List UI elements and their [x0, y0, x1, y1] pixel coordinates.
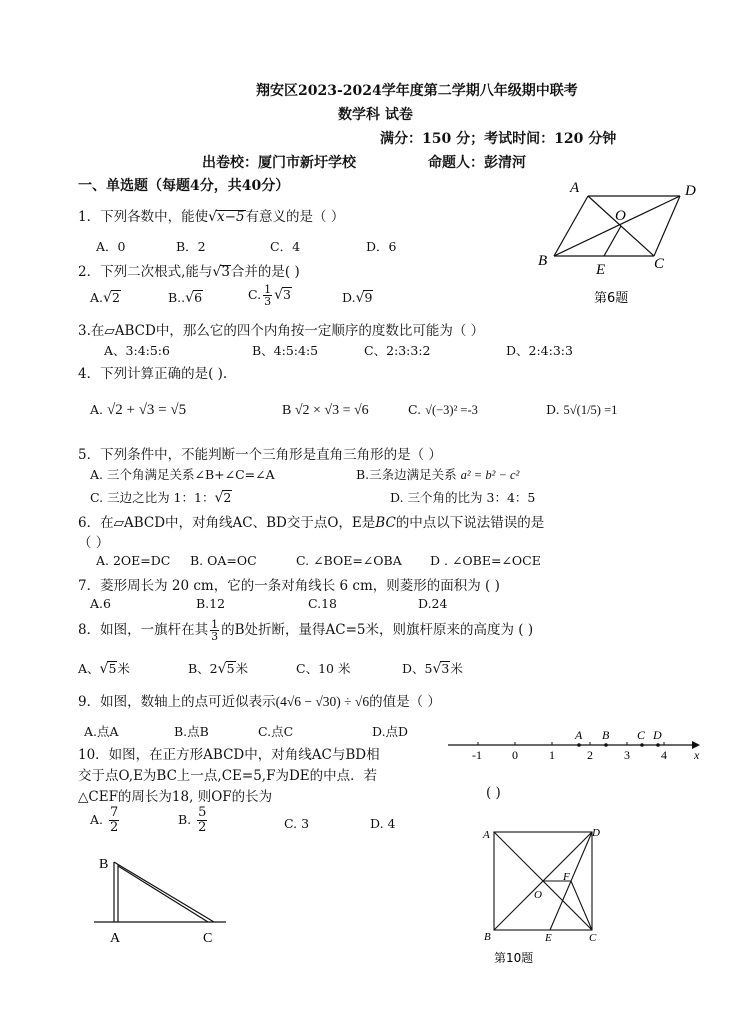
- fig6-label-a: A: [570, 180, 580, 196]
- q2-post: 合并的是( ): [230, 264, 300, 280]
- q9-option-c: C.点C: [258, 724, 294, 739]
- question-10-line-1: 10．如图，在正方形ABCD中，对角线AC与BD相: [78, 747, 380, 763]
- q4-d-label: D.: [546, 402, 560, 417]
- q5-option-b: [356, 465, 519, 483]
- q2-radicand: 3: [221, 264, 230, 280]
- question-1: 1．下列各数中，能使√x−5有意义的是（ ）: [78, 209, 345, 225]
- q8-den: 3: [211, 630, 219, 643]
- point-label-d: D: [653, 728, 662, 742]
- flagpole-label-a: A: [110, 931, 121, 946]
- fig10-segment-fc: [571, 881, 592, 930]
- q4-a-label: A.: [90, 402, 104, 417]
- q2-c-label: C.: [248, 287, 262, 302]
- q5-c-label: C. 三边之比为 1：1：: [90, 490, 215, 505]
- q8-b-label: B、2: [188, 661, 218, 676]
- q2-c-num: 1: [264, 283, 272, 296]
- point-d: [656, 743, 660, 747]
- q6-option-a: A. 2OE=DC: [96, 553, 171, 568]
- tick-label-2: 2: [587, 748, 593, 762]
- q8-num: 1: [211, 618, 219, 631]
- point-label-a: A: [575, 728, 583, 742]
- tick-label-1: 1: [549, 748, 555, 762]
- q4-option-a: [90, 402, 186, 419]
- q10-b-label: B.: [178, 812, 192, 827]
- exam-meta: 满分：150 分；考试时间：120 分钟: [380, 131, 617, 147]
- q8-d-label: D、5: [402, 661, 433, 676]
- q9-option-d: D.点D: [372, 724, 409, 739]
- q10-b-frac: [197, 806, 207, 835]
- q3-option-c: C、2:3:3:2: [364, 343, 431, 358]
- section-title: 一、单选题（每题4分，共40分）: [78, 178, 290, 194]
- q6-option-d: D . ∠OBE=∠OCE: [430, 553, 541, 568]
- q10-a-num: 7: [110, 805, 119, 820]
- flagpole-label-b: B: [99, 857, 109, 872]
- q8-a-rad: 5: [108, 661, 117, 676]
- q9-option-a: A.点A: [84, 724, 119, 739]
- q7-option-c: C.18: [308, 596, 337, 611]
- q8-option-b: B、2√5米: [188, 661, 249, 677]
- q8-a-unit: 米: [117, 661, 130, 676]
- q2-a-label: A.: [90, 290, 104, 305]
- q8-b-unit: 米: [235, 661, 249, 676]
- q4-a-expr: √2 + √3 = √5: [107, 402, 187, 418]
- fig6-side-ba: [554, 196, 588, 256]
- q10-b-den: 2: [198, 820, 207, 835]
- q8-d-unit: 米: [450, 661, 463, 676]
- question-8: [78, 618, 533, 642]
- tick-label-neg1: -1: [472, 748, 482, 762]
- fig10-label-o: O: [534, 889, 542, 901]
- fig10-label-b: B: [484, 931, 491, 943]
- q6-text: 6．在▱ABCD中，对角线AC、BD交于点O，E是: [78, 515, 376, 531]
- q6-option-b: B. OA=OC: [190, 553, 257, 568]
- q1-option-a: A．0: [96, 239, 126, 254]
- school-name: 出卷校：厦门市新圩学校: [202, 155, 356, 171]
- q3-option-d: D、2:4:3:3: [506, 343, 573, 358]
- q4-d-expr: 5√(1/5) =1: [563, 403, 618, 417]
- fig6-label-o: O: [615, 208, 626, 224]
- q8-option-d: D、5√3米: [402, 661, 463, 677]
- question-9: [78, 690, 441, 710]
- figure-6-parallelogram: [530, 176, 710, 306]
- point-label-b: B: [602, 728, 610, 742]
- fig10-label-a: A: [483, 829, 490, 841]
- fig10-label-c: C: [589, 932, 597, 944]
- question-5: 5．下列条件中，不能判断一个三角形是直角三角形的是（ ）: [78, 447, 442, 463]
- fig10-label-e: E: [545, 932, 552, 944]
- q8-pre: 8．如图，一旗杆在其: [78, 622, 209, 638]
- question-10-line-2: 交于点O,E为BC上一点,CE=5,F为DE的中点．若: [78, 768, 378, 784]
- q7-option-a: A.6: [90, 596, 111, 611]
- q10-a-label: A.: [90, 812, 104, 827]
- q9-pre: 9．如图，数轴上的点可近似表示: [78, 694, 276, 710]
- tick-label-0: 0: [512, 748, 518, 762]
- q10-paren: ( ): [486, 785, 501, 801]
- tick-label-4: 4: [661, 748, 667, 762]
- q4-option-d: [546, 402, 617, 418]
- point-a: [577, 743, 581, 747]
- q10-option-d: D. 4: [370, 816, 396, 831]
- q2-c-rad: 3: [283, 287, 291, 302]
- question-2: 2．下列二次根式,能与√3合并的是( ): [78, 264, 300, 280]
- q10-option-b: [178, 806, 209, 835]
- point-label-c: C: [637, 728, 646, 742]
- number-line: [446, 726, 706, 766]
- fig6-caption: 第6题: [594, 291, 629, 306]
- fig6-diagonal-bd: [554, 196, 680, 256]
- q2-b-rad: 6: [194, 290, 203, 305]
- flagpole-label-c: C: [203, 931, 213, 946]
- q5-option-c: C. 三边之比为 1：1：√2: [90, 490, 232, 506]
- q1-radicand: x−5: [217, 209, 245, 225]
- q6-paren: （ ）: [78, 535, 110, 551]
- question-7: 7．菱形周长为 20 cm，它的一条对角线长 6 cm，则菱形的面积为 ( ): [78, 578, 500, 594]
- flagpole-figure: [90, 850, 240, 950]
- q6-text2: 的中点以下说法错误的是: [395, 515, 545, 531]
- q1-option-b: B．2: [176, 239, 206, 254]
- q3-option-a: A、3:4:5:6: [104, 343, 170, 358]
- q8-a-label: A、: [78, 661, 100, 676]
- q5-option-a: A. 三个角满足关系∠B+∠C=∠A: [90, 467, 275, 482]
- q7-option-b: B.12: [196, 596, 226, 611]
- q2-c-frac: [263, 284, 272, 307]
- q2-option-d: D.√9: [342, 290, 373, 306]
- q8-post: 的B处折断，量得AC=5米，则旗杆原来的高度为 ( ): [221, 622, 534, 638]
- q8-option-a: A、√5米: [78, 661, 130, 677]
- q8-d-rad: 3: [441, 661, 450, 676]
- q2-a-rad: 2: [111, 290, 120, 305]
- q10-option-a: [90, 806, 121, 835]
- q2-option-b: B..√6: [168, 290, 203, 306]
- q4-c-label: C.: [408, 402, 422, 417]
- question-4: 4．下列计算正确的是( ).: [78, 366, 228, 382]
- q1-option-c: C．4: [270, 239, 301, 254]
- q8-frac: [210, 619, 219, 642]
- figure-10-square: [478, 820, 618, 970]
- q9-option-b: B.点B: [174, 724, 209, 739]
- question-6: [78, 511, 544, 531]
- question-3: 3.在▱ABCD中，那么它的四个内角按一定顺序的度数比可能为（ ）: [78, 323, 485, 339]
- fig6-label-d: D: [685, 183, 696, 199]
- axis-label-x: x: [694, 748, 700, 762]
- q10-b-num: 5: [198, 805, 207, 820]
- q5-c-rad: 2: [223, 490, 232, 505]
- question-10-line-3: △CEF的周长为18, 则OF的长为: [78, 789, 273, 805]
- q3-option-b: B、4:5:4:5: [252, 343, 319, 358]
- q4-option-b: [282, 402, 369, 419]
- q2-option-a: A.√2: [90, 290, 120, 306]
- q2-d-rad: 9: [364, 290, 373, 305]
- q2-b-label: B..: [168, 290, 186, 305]
- broken-top-upper: [114, 862, 214, 922]
- q10-a-frac: [109, 806, 119, 835]
- q5-option-d: D. 三个角的比为 3：4：5: [390, 490, 536, 505]
- point-c: [640, 743, 644, 747]
- q2-c-den: 3: [264, 295, 272, 308]
- point-b: [604, 743, 608, 747]
- q10-option-c: C. 3: [284, 816, 310, 831]
- q5-b-expr: a² = b² − c²: [460, 468, 520, 482]
- q6-option-c: C. ∠BOE=∠OBA: [296, 553, 402, 568]
- broken-top-lower: [118, 866, 208, 922]
- fig6-side-dc: [654, 196, 680, 256]
- q8-option-c: C、10 米: [296, 661, 351, 676]
- q1-option-d: D．6: [366, 239, 397, 254]
- q7-option-d: D.24: [418, 596, 448, 611]
- subject-title: 数学科 试卷: [338, 107, 413, 123]
- q6-bc: BC: [375, 515, 396, 531]
- exam-title: 翔安区2023-2024学年度第二学期八年级期中联考: [256, 83, 578, 99]
- fig6-label-c: C: [654, 256, 665, 272]
- q2-d-label: D.: [342, 290, 356, 305]
- q4-c-expr: √(−3)² =-3: [425, 403, 478, 417]
- fig6-label-e: E: [596, 262, 606, 278]
- q2-option-c: C. $\frac{1}{3}$ √3: [248, 283, 291, 308]
- q1-post: 有意义的是（ ）: [245, 209, 345, 225]
- fig10-label-d: D: [592, 827, 600, 839]
- q2-pre: 2．下列二次根式,能与: [78, 264, 213, 280]
- q4-option-c: [408, 402, 478, 418]
- fig10-caption: 第10题: [494, 951, 534, 965]
- q5-b-label: B.三条边满足关系: [356, 467, 457, 482]
- fig10-label-f: F: [563, 871, 570, 883]
- q8-b-rad: 5: [226, 661, 235, 676]
- q4-b-expr: B √2 × √3 = √6: [282, 403, 369, 418]
- fig6-label-b: B: [538, 253, 548, 269]
- q9-post: 的值是（ ）: [369, 694, 441, 710]
- q10-a-den: 2: [110, 820, 119, 835]
- tick-label-3: 3: [624, 748, 630, 762]
- author-name: 命题人：彭清河: [428, 155, 526, 171]
- q9-expr: (4√6 − √30) ÷ √6: [275, 694, 370, 709]
- q1-pre: 1．下列各数中，能使: [78, 209, 209, 225]
